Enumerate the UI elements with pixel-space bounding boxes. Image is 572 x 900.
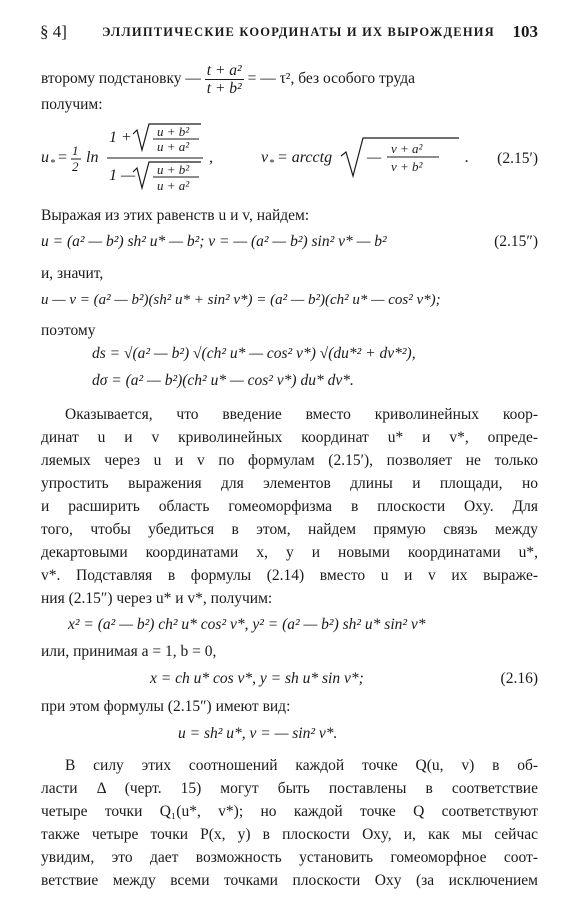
paragraph-2-line: также четыре точки P(x, y) в плоскости Oxy, и, как мы сейчас	[41, 826, 538, 843]
paragraph-1-line: динат u и v криволинейных координат u* и v*, опреде-	[41, 429, 538, 446]
text-line-5: поэтому	[41, 322, 96, 339]
svg-text:*: *	[50, 158, 55, 169]
svg-text:=: =	[57, 149, 68, 166]
fraction-t-a-over-t-b: $\frac{\text{t + a²}}{\text{t + b²}}$	[206, 62, 242, 97]
svg-text:u + a²: u + a²	[157, 178, 190, 193]
equation-ds: ds = √(a² — b²) √(ch² u* — cos² v*) √(du*² + dv*²),	[92, 345, 416, 362]
equation-number-2-15-prime: (2.15′)	[497, 150, 538, 167]
text-line-3: Выражая из этих равенств u и v, найдем:	[41, 207, 310, 224]
svg-text:*: *	[269, 158, 274, 169]
equation-u-v-star: u = sh² u*, v = — sin² v*.	[178, 725, 338, 742]
paragraph-2-line: В силу этих соотношений каждой точке Q(u, v) в об-	[65, 757, 538, 774]
svg-text:1: 1	[72, 143, 79, 158]
svg-text:1 +: 1 +	[109, 129, 132, 146]
page-header	[40, 22, 538, 44]
svg-text:= arcctg: = arcctg	[277, 149, 333, 166]
paragraph-1-line: ния (2.15″) через u* и v*, получим:	[41, 590, 273, 607]
svg-text:,: ,	[209, 149, 213, 166]
text-line-1: второму подстановку — $\frac{\text{t + a²}}{\text{t + b²}}$ = — τ², без особого труда	[41, 62, 415, 97]
svg-text:ln: ln	[86, 149, 99, 166]
paragraph-1-line: ляемых через u и v по формулам (2.15′), позволяет не только	[41, 452, 538, 469]
paragraph-1-line: того, чтобы убедиться в этом, найдем прямую связь между	[41, 521, 538, 538]
equation-dsigma: dσ = (a² — b²)(ch² u* — cos² v*) du* dv*.	[92, 372, 354, 389]
text-line-6: или, принимая a = 1, b = 0,	[41, 643, 217, 660]
paragraph-2-line: ветствие между всеми точками плоскости Oxy (за исключением	[41, 872, 538, 889]
equation-2-16: x = ch u* cos v*, y = sh u* sin v*;	[150, 670, 364, 687]
paragraph-2-line: четыре точки Q₁(u*, v*); но каждой точке Q соответствуют	[41, 803, 538, 820]
text-line-4: и, значит,	[41, 265, 104, 282]
svg-text:1 —: 1 —	[109, 167, 136, 184]
svg-text:u + b²: u + b²	[157, 124, 190, 139]
svg-text:v + b²: v + b²	[391, 159, 423, 174]
paragraph-1-line: декартовыми координатами x, y и новыми координатами u*,	[41, 544, 538, 561]
section-number: § 4]	[40, 22, 67, 41]
equation-number-2-15-double-prime: (2.15″)	[494, 233, 538, 250]
svg-text:u + b²: u + b²	[157, 162, 190, 177]
equation-2-15-prime	[41, 124, 521, 194]
paragraph-1-line: Оказывается, что введение вместо криволинейных коор-	[65, 406, 538, 423]
svg-text:2: 2	[72, 159, 79, 174]
equation-number-2-16: (2.16)	[500, 670, 538, 687]
paragraph-1-line: и расширить область гомеоморфизма в плоскости Oxy. Для	[41, 498, 538, 515]
svg-text:.: .	[465, 149, 469, 166]
svg-text:v + a²: v + a²	[391, 141, 423, 156]
paragraph-1-line: упростить выражения для элементов длины и площади, но	[41, 475, 538, 492]
paragraph-1-line: v*. Подставляя в формулы (2.14) вместо u и v их выраже-	[41, 567, 538, 584]
equation-2-15-prime-graphic	[41, 124, 521, 194]
equation-u-minus-v: u — v = (a² — b²)(sh² u* + sin² v*) = (a² — b²)(ch² u* — cos² v*);	[41, 292, 441, 308]
paragraph-2-line: увидим, это дает возможность установить гомеоморфное соот-	[41, 849, 538, 866]
svg-text:u + a²: u + a²	[157, 139, 190, 154]
page-number: 103	[512, 22, 538, 41]
svg-text:v: v	[261, 149, 269, 166]
running-title: ЭЛЛИПТИЧЕСКИЕ КООРДИНАТЫ И ИХ ВЫРОЖДЕНИЯ	[102, 25, 495, 39]
text-line-2: получим:	[41, 96, 103, 113]
text-line-7: при этом формулы (2.15″) имеют вид:	[41, 698, 291, 715]
equation-2-15-double-prime: u = (a² — b²) sh² u* — b²; v = — (a² — b²) sin² v* — b²	[41, 233, 387, 250]
svg-text:—: —	[367, 149, 382, 166]
equation-x2-y2: x² = (a² — b²) ch² u* cos² v*, y² = (a² — b²) sh² u* sin² v*	[68, 616, 426, 633]
svg-text:u: u	[41, 149, 49, 166]
paragraph-2-line: ласти Δ (черт. 15) могут быть поставлены в соответствие	[41, 780, 538, 797]
